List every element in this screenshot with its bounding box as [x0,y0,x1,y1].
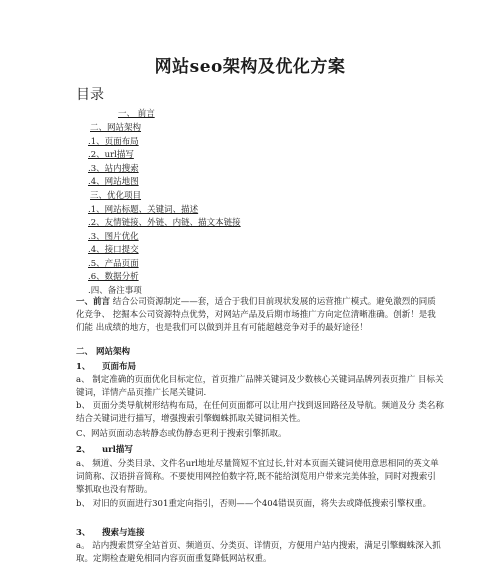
toc-item-intro[interactable]: 一、 前言 [118,109,155,119]
subsection-number: 2、 [76,445,91,455]
toc-item-analytics[interactable]: .6、数据分析 [88,272,139,282]
paragraph-layout-a: a、 制定准确的页面优化目标定位，首页推广品牌关键词及少数核心关键词品牌列表页推广 目标关键词，详情产品页推广长尾关键词. [76,375,444,398]
toc-item-search[interactable]: .3、站内搜索 [88,164,139,174]
toc-item-products[interactable]: .5、产品页面 [88,259,139,269]
subsection-title: url描写 [102,445,133,455]
subsection-title: 搜索与连接 [102,528,145,538]
paragraph-search-a: a。 站内搜索贯穿全站首页、频道页、分类页、详情页，方便用户站内搜索，满足引擎蜘蛛深入抓取。定期检查避免相同内容页面重复降低网站权重。 [76,541,441,564]
toc-item-submit[interactable]: .4、接口提交 [88,245,139,255]
subsection-number: 1、 [76,362,91,372]
toc-heading: 目录 [76,87,104,103]
subsection-heading-layout [76,360,136,372]
subsection-title: 页面布局 [102,362,137,372]
toc-item-images[interactable]: .3、图片优化 [88,232,139,242]
document-title: 网站seo架构及优化方案 [154,57,346,77]
toc-item-layout[interactable]: .1、页面布局 [88,137,139,147]
toc-item-architecture[interactable]: 二、网站架构 [90,123,142,133]
intro-lead: 一、前言 [76,297,111,307]
paragraph-layout-b: b、 页面分类导航树形结构布局，在任何页面都可以让用户找到返回路径及导航。频道及分 类名称结合关键词进行描写，增强搜索引擎蜘蛛抓取关键词相关性。 [76,401,444,424]
toc-item-links[interactable]: .2、友情链接、外链、内链、描文本链接 [88,218,241,228]
section-heading-architecture: 二、 网站架构 [76,347,130,357]
toc-item-url[interactable]: .2、url描写 [88,150,134,160]
subsection-number: 3、 [76,528,91,538]
paragraph-layout-c: C、网站页面动态转静态或伪静态更利于搜索引擎抓取。 [76,429,287,439]
intro-paragraph [76,296,444,335]
toc-item-title-keywords[interactable]: .1、网站标题、关键词、描述 [88,205,199,215]
toc-item-notes[interactable]: .四、备注事项 [88,286,142,296]
toc-item-optimization[interactable]: 三、优化项目 [90,191,142,201]
subsection-heading-search [76,526,145,538]
subsection-heading-url [76,443,133,455]
paragraph-url-a: a、 频道、分类目录、文件名url地址尽量简短不宜过长,针对本页面关键词使用意思相同的英文单词简称、汉语拼音简称。不要使用网控伯数字符,既不能给浏览用户带来完美体验，同时对搜索引擎抓取也没有帮助。 [76,459,439,495]
toc-item-sitemap[interactable]: .4、网站地图 [88,177,139,187]
intro-text: 结合公司资源制定——套，适合于我们目前现状发展的运营推广模式。避免激烈的同质化竞争、 挖掘本公司资源特点优势，对网站产品及后期市场推广方向定位清晰准确。创新！是我们能 出成绩的地方，也是我们可以做到并且有可能超越竞争对手的最好途径！ [76,297,436,333]
paragraph-url-b: b、 对旧的页面进行301重定向指引，否则——个404错误页面，将失去或降低搜索引擎权重。 [76,499,432,509]
